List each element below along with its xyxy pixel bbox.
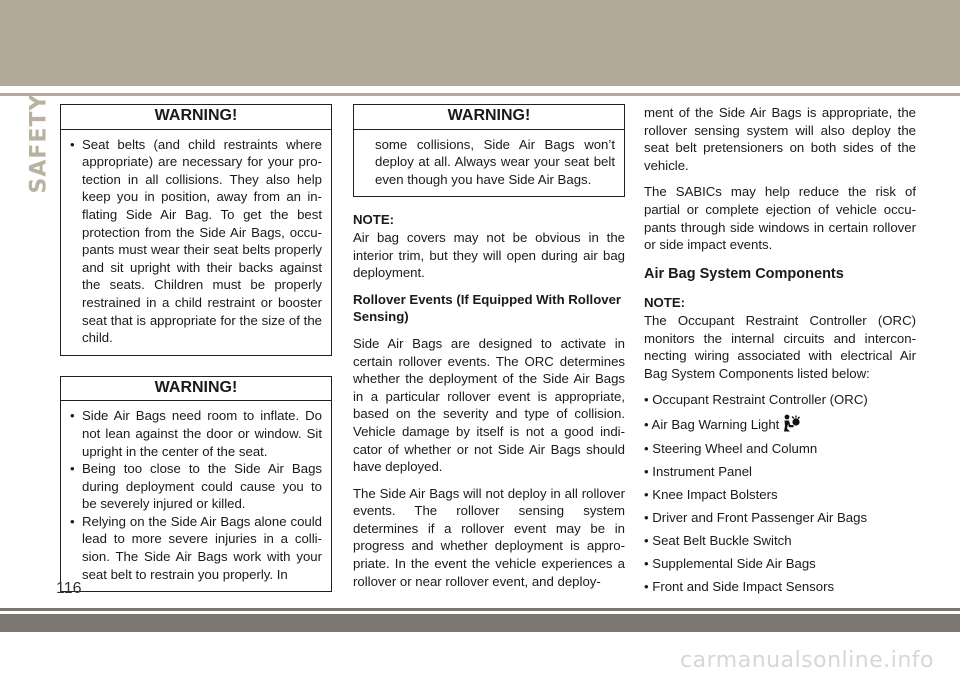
subheading-rollover: Rollover Events (If Equipped With Rollover Sensing)	[353, 291, 622, 325]
section-tab	[26, 93, 52, 193]
list-item: • Steering Wheel and Column	[644, 440, 818, 456]
section-heading: Air Bag System Components	[644, 265, 844, 282]
watermark: carmanualsonline.info	[680, 648, 934, 673]
warning-list	[70, 407, 322, 583]
column-middle	[353, 104, 625, 599]
list-item: • Driver and Front Passenger Air Bags	[644, 509, 868, 525]
warning-box-side-air-bags	[60, 376, 332, 593]
note-label: NOTE:	[644, 295, 686, 311]
list-item: • Knee Impact Bolsters	[644, 486, 778, 502]
warning-title: WARNING!	[354, 105, 624, 130]
page-number: 116	[56, 580, 82, 597]
airbag-warning-light-icon	[781, 414, 801, 432]
list-item: • Seat Belt Buckle Switch	[644, 532, 792, 548]
warning-body	[61, 401, 331, 591]
list-item-text: • Air Bag Warning Light	[644, 417, 780, 433]
warning-list	[70, 136, 322, 347]
warning-box-seat-belts	[60, 104, 332, 356]
list-item: • Supplemental Side Air Bags	[644, 555, 816, 571]
warning-title: WARNING!	[61, 377, 331, 402]
header-rule	[0, 93, 960, 96]
warning-item: • Being too close to the Side Air Bags during deployment could cause you to be severely injured or killed.	[70, 460, 322, 513]
paragraph: ment of the Side Air Bags is appropriate, the rollover sensing system will also deploy the seat belt pretensioners on both sides of the vehicle.	[644, 105, 916, 173]
warning-body	[354, 130, 624, 197]
note-text: The Occupant Restraint Controller (ORC) monitors the internal circuits and interconnecting wiring associated with electrical Air Bag System Components listed below:	[644, 312, 916, 381]
list-item: • Instrument Panel	[644, 463, 752, 479]
footer-rule	[0, 608, 960, 611]
paragraph: The SABICs may help reduce the risk of partial or complete ejection of vehicle occupants through side windows in certain rollover or side impact events.	[644, 184, 916, 253]
list-item: • Front and Side Impact Sensors	[644, 579, 835, 595]
header-band	[0, 0, 960, 86]
warning-body	[61, 130, 331, 355]
warning-item: • Relying on the Side Air Bags alone could lead to more severe injuries in a collision. The Side Air Bags work with your seat belt to restrain you properly. In	[70, 513, 322, 583]
warning-box-continued	[353, 104, 625, 197]
warning-text: some collisions, Side Air Bags won’t deploy at all. Always wear your seat belt even though you have Side Air Bags.	[375, 136, 615, 187]
section-tab-label: SAFETY	[26, 93, 52, 193]
list-item: • Occupant Restraint Controller (ORC)	[644, 392, 868, 408]
note-text: Air bag covers may not be obvious in the interior trim, but they will open during air bag deployment.	[353, 229, 625, 281]
paragraph: The Side Air Bags will not deploy in all rollover events. The rollover sensing system determines if a rollover event may be in progress and whether deployment is appropriate. In the event the vehicle experiences a rollover or near rollover event, and deploy-	[353, 485, 625, 589]
component-list	[644, 391, 916, 595]
warning-title: WARNING!	[61, 105, 331, 130]
column-left	[60, 104, 332, 606]
column-right	[644, 104, 916, 601]
note-label: NOTE:	[353, 212, 395, 228]
footer-band	[0, 614, 960, 632]
paragraph: Side Air Bags are designed to activate in certain rollover events. The ORC determines whether the deployment of the Side Air Bags in a particular rollover event is appropriate, based on the severity and type of collision. Vehicle damage by itself is not a good indicator of whether or not Side Air Bags should have deployed.	[353, 335, 625, 475]
warning-item: • Side Air Bags need room to inflate. Do not lean against the door or window. Sit upright in the center of the seat.	[70, 407, 322, 460]
list-item	[644, 414, 916, 434]
warning-item: • Seat belts (and child restraints where appropriate) are necessary for your protection in all collisions. They also help keep you in position, away from an inflating Side Air Bag. To get the best protection from the Side Air Bags, occupants must wear their seat belts properly and sit upright with their backs against the seats. Children must be properly restrained in a child restraint or booster seat that is appropriate for the size of the child.	[70, 136, 322, 347]
